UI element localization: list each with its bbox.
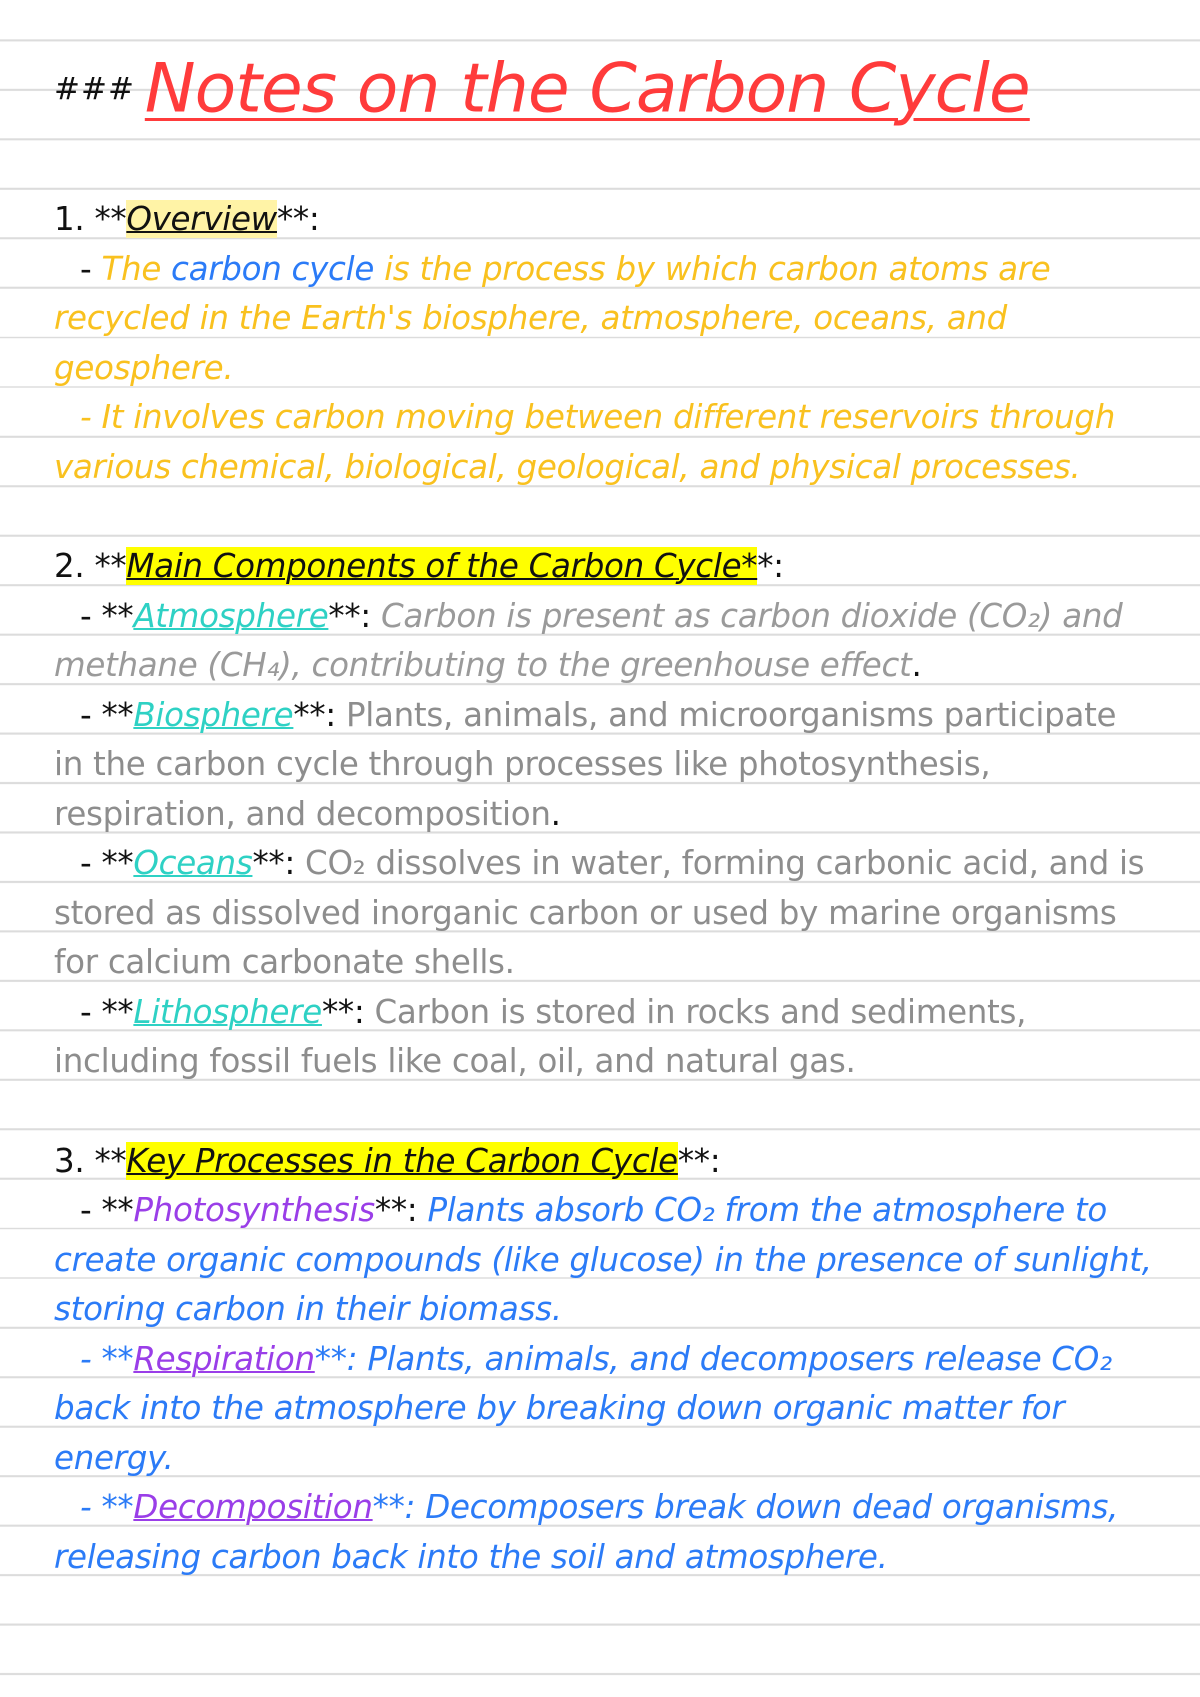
process-item-decomposition xyxy=(54,1483,1154,1582)
item-prefix: - ** xyxy=(80,844,134,882)
component-item-lithosphere xyxy=(54,988,1154,1087)
spacer xyxy=(54,138,1154,195)
term-respiration: Respiration xyxy=(133,1339,315,1378)
item-prefix: - ** xyxy=(80,1488,134,1526)
item-suffix: **: xyxy=(321,992,375,1031)
spacer xyxy=(54,1087,1154,1137)
oceans-text: CO₂ dissolves in water, forming carbonic acid, and is stored as dissolved inorganic carbon or used by marine organisms for calcium carbonate shells. xyxy=(54,844,1145,981)
item-prefix: - ** xyxy=(80,992,134,1031)
atmosphere-text: Carbon is present as carbon dioxide (CO₂) and methane (CH₄), contributing to the greenhouse effect xyxy=(54,596,1123,684)
overview-bullet-2 xyxy=(54,393,1154,492)
term-decomposition: Decomposition xyxy=(133,1488,373,1526)
item-prefix: - ** xyxy=(80,695,134,734)
process-item-photosynthesis xyxy=(54,1186,1154,1335)
spacer xyxy=(54,492,1154,542)
section-overview xyxy=(54,195,1154,245)
overview-text-rest: is the process by which carbon atoms are recycled in the Earth's biosphere, atmosphere, oceans, and geosphere. xyxy=(54,249,1051,387)
item-suffix: **: xyxy=(372,1488,426,1526)
item-suffix: **: xyxy=(374,1191,428,1229)
section-number: 2. ** xyxy=(54,547,127,585)
item-end: . xyxy=(550,794,561,833)
title-line xyxy=(54,38,1154,138)
respiration-text: Plants, animals, and decomposers release CO₂ back into the atmosphere by breaking down organic matter for energy. xyxy=(54,1339,1112,1477)
section-number: 3. ** xyxy=(54,1141,127,1180)
term-lithosphere: Lithosphere xyxy=(133,992,322,1031)
section-processes xyxy=(54,1137,1154,1187)
item-prefix: - ** xyxy=(80,596,134,635)
term-biosphere: Biosphere xyxy=(133,695,294,734)
item-suffix: **: xyxy=(314,1339,368,1378)
term-photosynthesis: Photosynthesis xyxy=(133,1191,375,1229)
section-heading-processes: Key Processes in the Carbon Cycle xyxy=(126,1141,678,1180)
overview-term-carbon-cycle: carbon cycle xyxy=(171,249,375,288)
component-item-atmosphere xyxy=(54,592,1154,691)
section-components xyxy=(54,542,1154,592)
decomposition-text: Decomposers break down dead organisms, releasing carbon back into the soil and atmosphere. xyxy=(54,1488,1119,1576)
item-prefix: - ** xyxy=(80,1339,134,1378)
overview-bullet-1 xyxy=(54,245,1154,394)
section-heading-components: Main Components of the Carbon Cycle* xyxy=(126,547,758,585)
process-item-respiration xyxy=(54,1335,1154,1484)
overview-text-2: - It involves carbon moving between different reservoirs through various chemical, biological, geological, and physical processes. xyxy=(54,398,1116,486)
heading-suffix: **: xyxy=(276,200,320,238)
item-end: . xyxy=(911,646,922,684)
heading-suffix: *: xyxy=(757,547,784,585)
item-suffix: **: xyxy=(328,596,381,635)
heading-suffix: **: xyxy=(677,1141,721,1180)
term-atmosphere: Atmosphere xyxy=(133,596,329,635)
section-number: 1. ** xyxy=(54,200,127,238)
overview-text-pre: The xyxy=(101,249,172,288)
note-content xyxy=(54,38,1154,1582)
item-suffix: **: xyxy=(293,695,346,734)
term-oceans: Oceans xyxy=(133,844,253,882)
item-suffix: **: xyxy=(252,844,306,882)
section-heading-overview: Overview xyxy=(126,200,277,238)
bullet-dash: - xyxy=(80,249,102,288)
lithosphere-text: Carbon is stored in rocks and sediments, including fossil fuels like coal, oil, and natural gas. xyxy=(54,992,1027,1080)
page-title: Notes on the Carbon Cycle xyxy=(144,49,1030,129)
item-prefix: - ** xyxy=(80,1191,134,1229)
photosynthesis-text: Plants absorb CO₂ from the atmosphere to create organic compounds (like glucose) in the presence of sunlight, storing carbon in their biomass. xyxy=(54,1191,1152,1328)
markdown-hash: ### xyxy=(54,71,135,108)
biosphere-text: Plants, animals, and microorganisms participate in the carbon cycle through processes like photosynthesis, respiration, and decomposition xyxy=(54,695,1117,833)
component-item-biosphere xyxy=(54,691,1154,840)
component-item-oceans xyxy=(54,839,1154,988)
